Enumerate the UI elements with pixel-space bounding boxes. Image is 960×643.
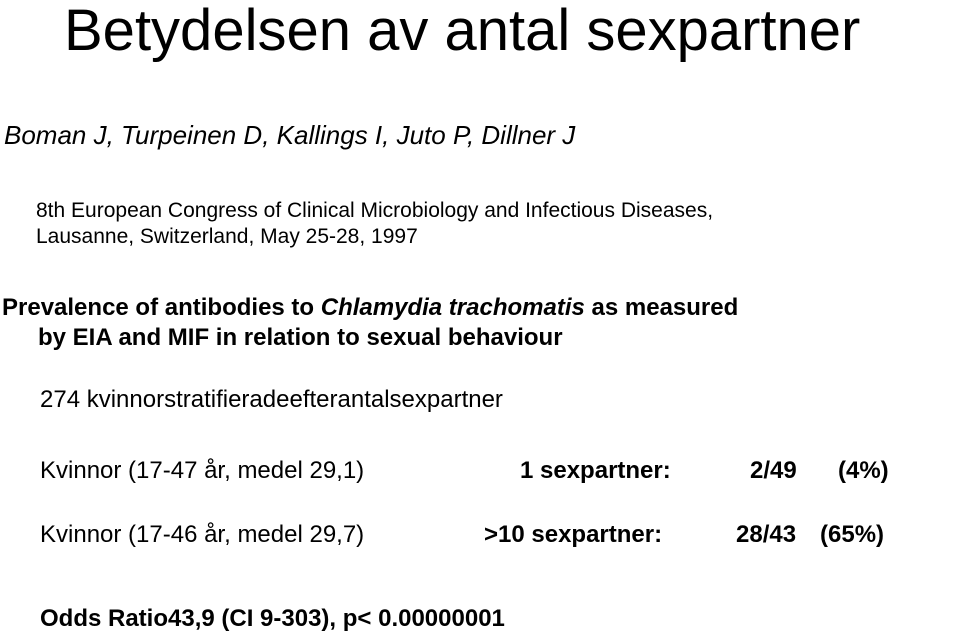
result-row-category: >10 sexpartner: bbox=[484, 521, 663, 548]
result-row-fraction: 28/43 bbox=[736, 521, 797, 548]
congress-line-2: Lausanne, Switzerland, May 25-28, 1997 bbox=[36, 225, 418, 248]
result-row-percent: (4%) bbox=[838, 457, 889, 484]
study-title-line-1 bbox=[2, 293, 738, 323]
study-title-part-1: Prevalence of antibodies to bbox=[2, 294, 321, 321]
result-row-percent: (65%) bbox=[820, 521, 885, 548]
study-title-organism: Chlamydia trachomatis bbox=[320, 294, 585, 321]
congress-reference bbox=[36, 198, 713, 250]
authors: Boman J, Turpeinen D, Kallings I, Juto P, Dillner J bbox=[4, 120, 576, 150]
study-title-part-2: as measured bbox=[584, 294, 739, 321]
slide-title: Betydelsen av antal sexpartner bbox=[64, 0, 861, 63]
study-title-line-2: by EIA and MIF in relation to sexual behaviour bbox=[38, 324, 563, 351]
congress-line-1: 8th European Congress of Clinical Microbiology and Infectious Diseases, bbox=[36, 199, 714, 222]
study-title bbox=[2, 293, 738, 353]
result-row-label: Kvinnor (17-47 år, medel 29,1) bbox=[40, 457, 365, 484]
result-row-fraction: 2/49 bbox=[750, 457, 797, 484]
odds-ratio: Odds Ratio43,9 (CI 9-303), p< 0.00000001 bbox=[40, 605, 505, 632]
cohort-description: 274 kvinnorstratifieradeefterantalsexpartner bbox=[40, 386, 503, 413]
result-row-label: Kvinnor (17-46 år, medel 29,7) bbox=[40, 521, 365, 548]
result-row-category: 1 sexpartner: bbox=[520, 457, 671, 484]
